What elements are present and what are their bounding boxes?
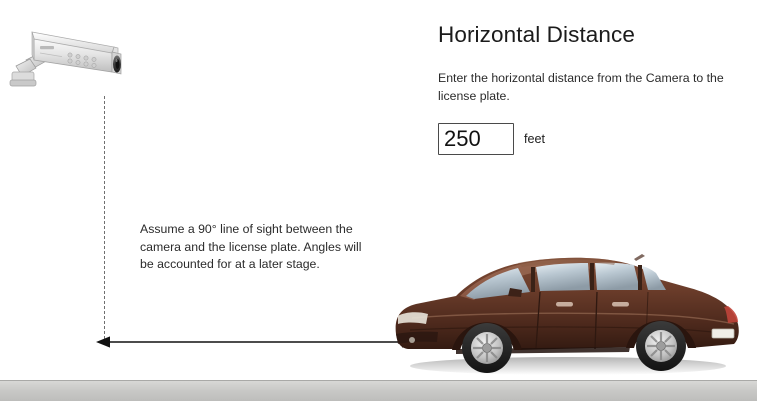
dashed-vertical-line-icon (104, 96, 105, 344)
security-camera-icon (8, 8, 128, 108)
ground-strip (0, 381, 757, 401)
assumption-note: Assume a 90° line of sight between the camera and the license plate. Angles will be accounted for at a later stage. (140, 222, 362, 271)
page-title: Horizontal Distance (438, 22, 635, 47)
horizontal-distance-input[interactable] (438, 123, 514, 155)
double-headed-arrow-icon (96, 330, 416, 354)
car-side-view-icon (390, 230, 750, 382)
unit-label: feet (524, 132, 546, 146)
instructions-text: Enter the horizontal distance from the Camera to the license plate. (438, 71, 724, 103)
distance-field-row (438, 123, 743, 155)
horizontal-distance-panel (438, 22, 743, 155)
